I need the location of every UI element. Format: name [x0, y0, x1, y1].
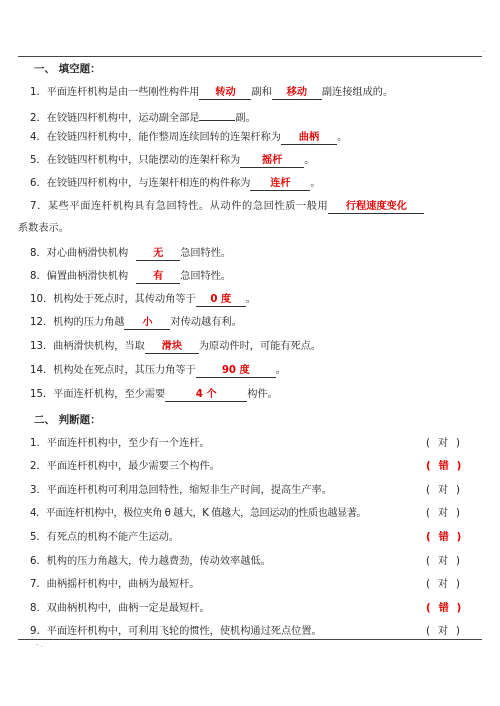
- judge-answer: ( 错 ): [426, 461, 462, 472]
- answer-blank: 滑块: [145, 341, 199, 354]
- question-8a: 8．对心曲柄滑快机构 无 急回特性。: [30, 248, 232, 259]
- question-10: 10．机构处于死点时，其传动角等于 0 度 。: [30, 294, 256, 305]
- question-5: 5．在铰链四杆机构中，只能摆动的连架杆称为 摇杆 。: [30, 155, 315, 166]
- question-2: 2．在铰链四杆机构中，运动副全部是 副。: [30, 108, 256, 126]
- judge-2: 2．平面连杆机构中，最少需要三个构件。: [30, 461, 220, 472]
- judge-answer: ( 对 ): [426, 626, 460, 637]
- judge-5: 5．有死点的机构不能产生运动。: [30, 532, 180, 543]
- answer-blank: 连杆: [250, 178, 310, 191]
- judge-answer: ( 对 ): [426, 556, 460, 567]
- question-7: 7．某些平面连杆机构具有急回特性。从动件的急回性质一般用 行程速度变化: [30, 200, 424, 214]
- answer-blank: 转动: [199, 87, 251, 100]
- header-rule: [18, 56, 482, 57]
- answer-blank: 行程速度变化: [328, 201, 424, 214]
- judge-1: 1．平面连杆机构中，至少有一个连杆。: [30, 438, 210, 449]
- question-7-continuation: 系数表示。: [18, 223, 69, 234]
- judge-answer: ( 错 ): [426, 603, 462, 614]
- judge-answer: ( 对 ): [426, 438, 460, 449]
- answer-blank: 移动: [272, 87, 322, 100]
- section-2-title: 二、 判断题：: [34, 414, 101, 426]
- judge-answer: ( 对 ): [426, 508, 460, 519]
- answer-blank: [199, 108, 235, 121]
- question-1: 1．平面连杆机构是由一些刚性构件用 转动 副和 移动 副连接组成的。: [30, 87, 394, 98]
- answer-blank: 0 度: [196, 294, 246, 307]
- judge-3: 3．平面连杆机构可利用急回特性，缩短非生产时间，提高生产率。: [30, 485, 332, 496]
- answer-blank: 无: [136, 248, 180, 261]
- judge-8: 8．双曲柄机构中，曲柄一定是最短杆。: [30, 603, 210, 614]
- judge-4: 4．平面连杆机构中，极位夹角 θ 越大，K 值越大，急回运动的性质也越显著。: [30, 508, 367, 519]
- footer-rule: [18, 639, 482, 640]
- answer-blank: 摇杆: [240, 155, 304, 168]
- answer-blank: 90 度: [196, 365, 276, 378]
- answer-blank: 小: [124, 317, 170, 330]
- question-6: 6．在铰链四杆机构中，与连架杆相连的构件称为 连杆 。: [30, 178, 321, 189]
- question-8b: 8．偏置曲柄滑快机构 有 急回特性。: [30, 271, 232, 282]
- question-12: 12．机构的压力角越 小 对传动越有利。: [30, 317, 242, 328]
- page-corner-mark: .: [483, 46, 486, 54]
- judge-9: 9．平面连杆机构中，可利用飞轮的惯性，使机构通过死点位置。: [30, 626, 322, 637]
- answer-blank: 曲柄: [281, 132, 337, 145]
- section-1-title: 一、 填空题：: [34, 63, 101, 75]
- question-4: 4．在铰链四杆机构中，能作整周连续回转的连架杆称为 曲柄 。: [30, 132, 348, 143]
- judge-answer: ( 对 ): [426, 579, 460, 590]
- page-footer-mark: - .: [36, 641, 43, 649]
- judge-answer: ( 对 ): [426, 485, 460, 496]
- judge-answer: ( 错 ): [426, 532, 462, 543]
- question-14: 14．机构处在死点时，其压力角等于 90 度 。: [30, 365, 286, 376]
- question-15: 15．平面连杆机构，至少需要 4 个 构件。: [30, 389, 278, 400]
- judge-7: 7．曲柄摇杆机构中，曲柄为最短杆。: [30, 579, 200, 590]
- answer-blank: 4 个: [165, 389, 247, 402]
- question-13: 13．曲柄滑快机构，当取 滑块 为原动件时，可能有死点。: [30, 341, 322, 352]
- judge-6: 6．机构的压力角越大，传力越费劲，传动效率越低。: [30, 556, 271, 567]
- answer-blank: 有: [136, 271, 180, 284]
